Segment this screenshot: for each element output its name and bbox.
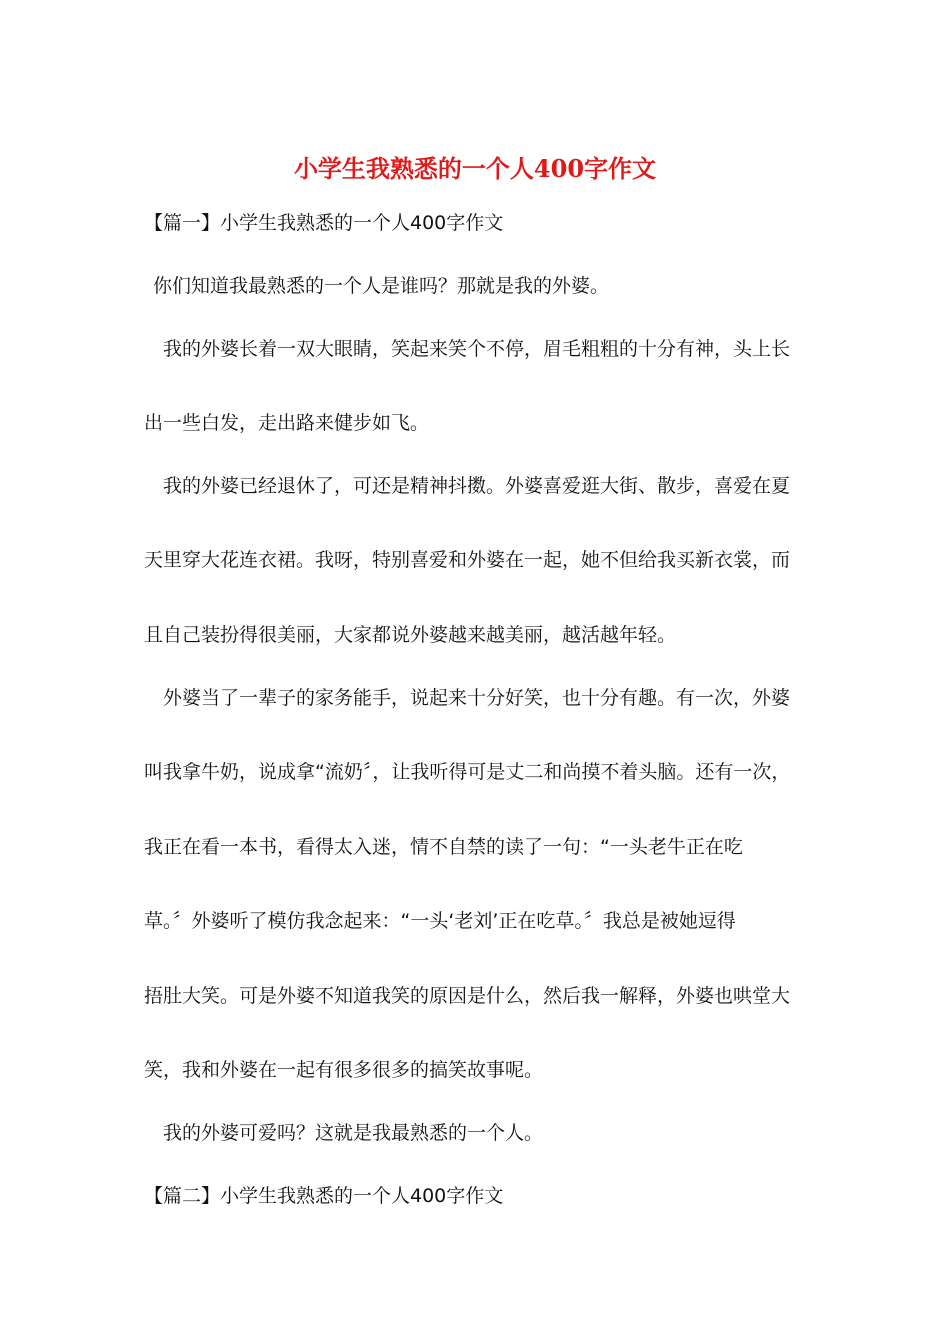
paragraph-line: 我正在看一本书，看得太入迷，情不自禁的读了一句：“一头老牛正在吃 bbox=[144, 836, 743, 858]
paragraph-line: 叫我拿牛奶，说成拿“流奶〞，让我听得可是丈二和尚摸不着头脑。还有一次， bbox=[144, 761, 791, 783]
paragraph-line: 我的外婆长着一双大眼睛，笑起来笑个不停，眉毛粗粗的十分有神，头上长 bbox=[163, 338, 791, 360]
paragraph-line: 你们知道我最熟悉的一个人是谁吗？那就是我的外婆。 bbox=[153, 275, 610, 297]
paragraph-line: 草。〞外婆听了模仿我念起来：“一头‘老刘’正在吃草。〞我总是被她逗得 bbox=[144, 910, 736, 932]
paragraph-line: 出一些白发，走出路来健步如飞。 bbox=[144, 412, 430, 434]
paragraph-line: 我的外婆已经退休了，可还是精神抖擞。外婆喜爱逛大街、散步，喜爱在夏 bbox=[163, 475, 791, 497]
section-heading-2: 【篇二】小学生我熟悉的一个人400字作文 bbox=[144, 1185, 504, 1207]
paragraph-line: 天里穿大花连衣裙。我呀，特别喜爱和外婆在一起，她不但给我买新衣裳，而 bbox=[144, 549, 791, 571]
paragraph-line: 外婆当了一辈子的家务能手，说起来十分好笑，也十分有趣。有一次，外婆 bbox=[163, 687, 791, 709]
paragraph-line: 笑，我和外婆在一起有很多很多的搞笑故事呢。 bbox=[144, 1059, 544, 1081]
section-heading-1: 【篇一】小学生我熟悉的一个人400字作文 bbox=[144, 212, 504, 234]
document-title: 小学生我熟悉的一个人400字作文 bbox=[293, 154, 657, 183]
paragraph-line: 且自己装扮得很美丽，大家都说外婆越来越美丽，越活越年轻。 bbox=[144, 624, 677, 646]
paragraph-line: 我的外婆可爱吗？这就是我最熟悉的一个人。 bbox=[163, 1122, 544, 1144]
paragraph-line: 捂肚大笑。可是外婆不知道我笑的原因是什么，然后我一解释，外婆也哄堂大 bbox=[144, 985, 791, 1007]
